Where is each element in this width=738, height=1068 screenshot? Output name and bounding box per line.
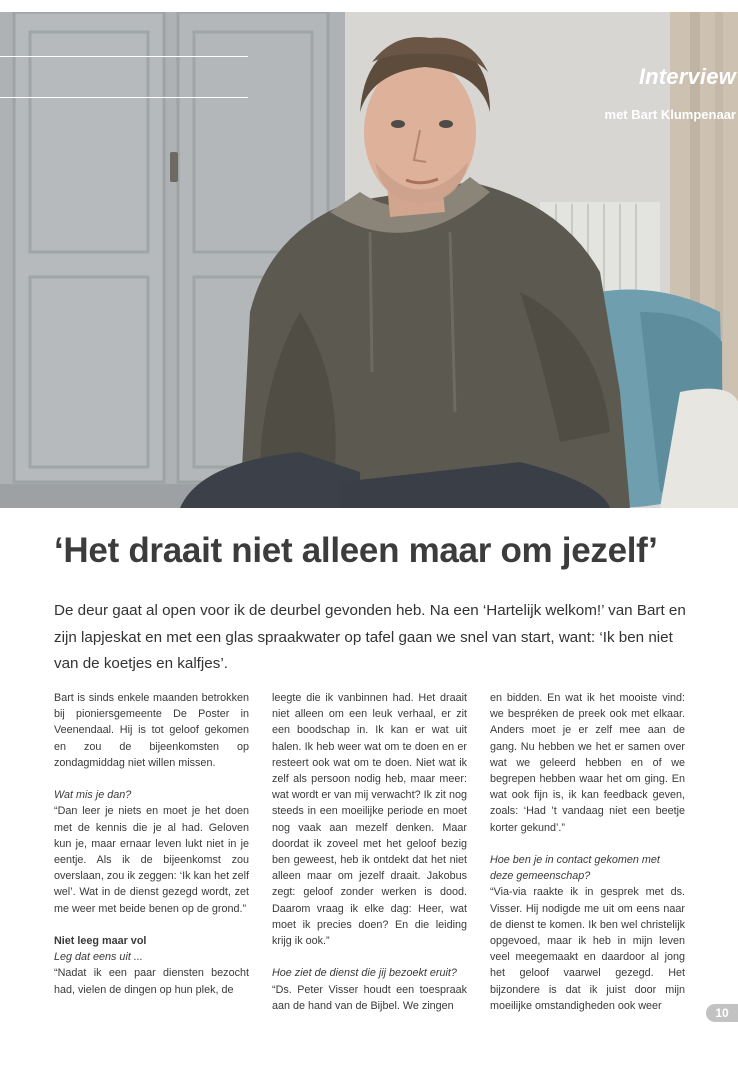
paragraph: “Dan leer je niets en moet je het doen met de kennis die je al had. Geloven kun je, maar ernaar leven lukt niet in je eentje. Als ik de bijeenkomst zou overslaan, zou ik zeggen: ‘Ik kan het zelf wel’. Wat in de dienst gezegd wordt, zet me weer met beide benen op de grond.”: [54, 805, 249, 915]
interviewee-label: met Bart Klumpenaar: [604, 107, 736, 122]
paragraph: “Via-via raakte ik in gesprek met ds. Visser. Hij nodigde me uit om eens naar de dienst te komen. Ik ben wel christelijk opgevoed, maar ik heb in mijn leven veel meegemaakt en daardoor al jong het geloof vaarwel gezegd. Het bijzondere is dat ik juist door mijn moeilijke omstandigheden ook weer: [490, 886, 685, 1012]
label-bottom-rule: [0, 97, 248, 98]
article-column-2: [272, 690, 467, 1018]
paragraph: leegte die ik vanbinnen had. Het draait niet alleen om een leuk verhaal, er zit een boodschap in. Ik kan er wat uit halen. Ik heb weer wat om te doen en er resteert ook wat om te doen. Niet wat ik zelf als persoon nodig heb, maar meer: wat wordt er van mij verwacht? Ik zit nog steeds in een moeilijke periode en moet nog vaak aan mezelf denken. Maar doordat ik zoveel met het geloof bezig ben geweest, heb ik ontdekt dat het niet alleen maar om jezelf draait. Jakobus zegt: geloof zonder werken is dood. Daarom vraag ik elke dag: Heer, wat moet ik precies doen? En die leiding krijg ik ook.”: [272, 692, 467, 948]
paragraph: en bidden. En wat ik het mooiste vind: we bespréken de preek ook met elkaar. Anders moet je er zelf mee aan de gang. Nu hebben we het er samen over wat we geleerd hebben en of we begrepen hebben waar het om ging. En wat ook fijn is, ik kan feedback geven, zoals: ‘Had ’t vandaag niet een beetje korter gekund’.”: [490, 692, 685, 834]
question: Wat mis je dan?: [54, 789, 132, 802]
subheading: Niet leeg maar vol: [54, 935, 147, 948]
question: Hoe ben je in contact gekomen met deze gemeenschap?: [490, 854, 660, 883]
question: Leg dat eens uit ...: [54, 951, 143, 964]
article-headline: ‘Het draait niet alleen maar om jezelf’: [54, 531, 658, 570]
section-label: Interview: [638, 64, 736, 89]
question: Hoe ziet de dienst die jij bezoekt eruit?: [272, 967, 457, 980]
paragraph: Bart is sinds enkele maanden betrokken bij pioniersgemeente De Poster in Veenendaal. Hij is tot geloof gekomen en zou de bijeenkomsten op zondagmiddag niet willen missen.: [54, 692, 249, 769]
label-top-rule: [0, 56, 248, 57]
paragraph: “Ds. Peter Visser houdt een toespraak aan de hand van de Bijbel. We zingen: [272, 983, 467, 1012]
article-column-3: [490, 690, 685, 1018]
paragraph: “Nadat ik een paar diensten bezocht had, vielen de dingen op hun plek, de: [54, 967, 249, 996]
page-number-badge: 10: [706, 1004, 738, 1022]
interview-photo: [0, 12, 738, 508]
article-column-1: [54, 690, 249, 1018]
article-intro: De deur gaat al open voor ik de deurbel gevonden heb. Na een ‘Hartelijk welkom!’ van Bart en zijn lapjeskat en met een glas spraakwater op tafel gaan we snel van start, want: ‘Ik ben niet van de koetjes en kalfjes’.: [54, 602, 686, 672]
portrait-illustration: [0, 12, 738, 508]
